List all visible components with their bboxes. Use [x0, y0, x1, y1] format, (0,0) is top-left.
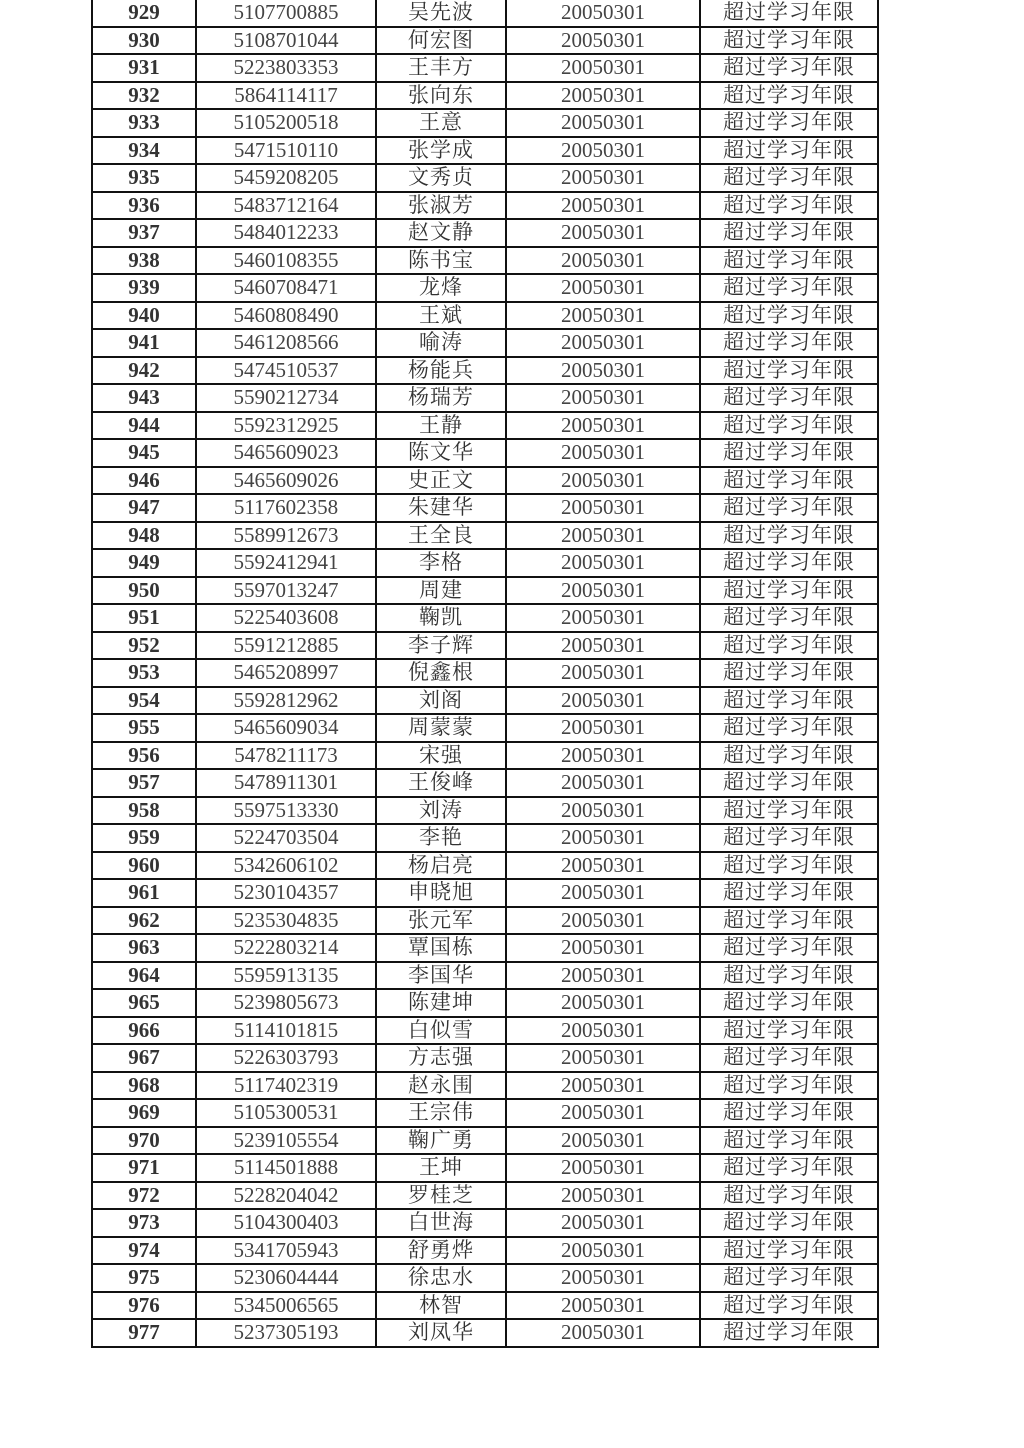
record-date-cell: 20050301	[506, 962, 700, 990]
record-date-cell: 20050301	[506, 989, 700, 1017]
student-name-cell: 龙烽	[376, 274, 506, 302]
reason-cell: 超过学习年限	[700, 412, 878, 440]
record-date-cell: 20050301	[506, 742, 700, 770]
reason-cell: 超过学习年限	[700, 1044, 878, 1072]
row-number-cell: 932	[92, 82, 196, 110]
reason-cell: 超过学习年限	[700, 934, 878, 962]
table-row	[92, 439, 878, 467]
record-date-cell: 20050301	[506, 659, 700, 687]
student-name-cell: 赵文静	[376, 219, 506, 247]
table-row	[92, 357, 878, 385]
student-name-cell: 倪鑫根	[376, 659, 506, 687]
student-name-cell: 李子辉	[376, 632, 506, 660]
reason-cell: 超过学习年限	[700, 1319, 878, 1347]
roster-body	[92, 0, 878, 1347]
reason-cell: 超过学习年限	[700, 384, 878, 412]
student-id-cell: 5597013247	[196, 577, 376, 605]
row-number-cell: 942	[92, 357, 196, 385]
student-id-cell: 5465609034	[196, 714, 376, 742]
record-date-cell: 20050301	[506, 109, 700, 137]
row-number-cell: 938	[92, 247, 196, 275]
student-id-cell: 5478911301	[196, 769, 376, 797]
student-id-cell: 5222803214	[196, 934, 376, 962]
student-name-cell: 覃国栋	[376, 934, 506, 962]
student-id-cell: 5592312925	[196, 412, 376, 440]
row-number-cell: 973	[92, 1209, 196, 1237]
record-date-cell: 20050301	[506, 1127, 700, 1155]
table-row	[92, 274, 878, 302]
table-row	[92, 1209, 878, 1237]
reason-cell: 超过学习年限	[700, 0, 878, 27]
student-name-cell: 宋强	[376, 742, 506, 770]
row-number-cell: 941	[92, 329, 196, 357]
student-id-cell: 5465609026	[196, 467, 376, 495]
table-row	[92, 632, 878, 660]
record-date-cell: 20050301	[506, 907, 700, 935]
student-id-cell: 5461208566	[196, 329, 376, 357]
row-number-cell: 967	[92, 1044, 196, 1072]
reason-cell: 超过学习年限	[700, 742, 878, 770]
reason-cell: 超过学习年限	[700, 1182, 878, 1210]
student-name-cell: 周蒙蒙	[376, 714, 506, 742]
row-number-cell: 949	[92, 549, 196, 577]
row-number-cell: 954	[92, 687, 196, 715]
table-row	[92, 824, 878, 852]
student-id-cell: 5478211173	[196, 742, 376, 770]
table-row	[92, 769, 878, 797]
student-id-cell: 5230604444	[196, 1264, 376, 1292]
student-id-cell: 5465609023	[196, 439, 376, 467]
student-id-cell: 5471510110	[196, 137, 376, 165]
student-id-cell: 5474510537	[196, 357, 376, 385]
student-name-cell: 陈文华	[376, 439, 506, 467]
student-id-cell: 5595913135	[196, 962, 376, 990]
table-row	[92, 1319, 878, 1347]
student-name-cell: 刘涛	[376, 797, 506, 825]
row-number-cell: 933	[92, 109, 196, 137]
table-row	[92, 137, 878, 165]
student-name-cell: 周建	[376, 577, 506, 605]
student-name-cell: 杨启亮	[376, 852, 506, 880]
reason-cell: 超过学习年限	[700, 82, 878, 110]
student-id-cell: 5592412941	[196, 549, 376, 577]
reason-cell: 超过学习年限	[700, 164, 878, 192]
table-row	[92, 219, 878, 247]
reason-cell: 超过学习年限	[700, 522, 878, 550]
record-date-cell: 20050301	[506, 439, 700, 467]
record-date-cell: 20050301	[506, 522, 700, 550]
reason-cell: 超过学习年限	[700, 769, 878, 797]
student-name-cell: 王意	[376, 109, 506, 137]
student-id-cell: 5465208997	[196, 659, 376, 687]
student-id-cell: 5864114117	[196, 82, 376, 110]
student-id-cell: 5342606102	[196, 852, 376, 880]
record-date-cell: 20050301	[506, 1072, 700, 1100]
student-name-cell: 林智	[376, 1292, 506, 1320]
student-name-cell: 王俊峰	[376, 769, 506, 797]
student-name-cell: 鞠凯	[376, 604, 506, 632]
table-row	[92, 494, 878, 522]
student-name-cell: 史正文	[376, 467, 506, 495]
table-row	[92, 467, 878, 495]
row-number-cell: 972	[92, 1182, 196, 1210]
record-date-cell: 20050301	[506, 494, 700, 522]
record-date-cell: 20050301	[506, 632, 700, 660]
reason-cell: 超过学习年限	[700, 247, 878, 275]
reason-cell: 超过学习年限	[700, 714, 878, 742]
reason-cell: 超过学习年限	[700, 109, 878, 137]
record-date-cell: 20050301	[506, 1264, 700, 1292]
student-name-cell: 李格	[376, 549, 506, 577]
table-row	[92, 412, 878, 440]
student-name-cell: 王静	[376, 412, 506, 440]
student-name-cell: 李艳	[376, 824, 506, 852]
record-date-cell: 20050301	[506, 27, 700, 55]
reason-cell: 超过学习年限	[700, 1209, 878, 1237]
record-date-cell: 20050301	[506, 577, 700, 605]
student-name-cell: 鞠广勇	[376, 1127, 506, 1155]
record-date-cell: 20050301	[506, 1319, 700, 1347]
row-number-cell: 959	[92, 824, 196, 852]
row-number-cell: 961	[92, 879, 196, 907]
student-id-cell: 5114101815	[196, 1017, 376, 1045]
record-date-cell: 20050301	[506, 1182, 700, 1210]
row-number-cell: 939	[92, 274, 196, 302]
row-number-cell: 974	[92, 1237, 196, 1265]
table-row	[92, 27, 878, 55]
reason-cell: 超过学习年限	[700, 879, 878, 907]
row-number-cell: 943	[92, 384, 196, 412]
reason-cell: 超过学习年限	[700, 907, 878, 935]
record-date-cell: 20050301	[506, 137, 700, 165]
student-name-cell: 王斌	[376, 302, 506, 330]
student-name-cell: 白似雪	[376, 1017, 506, 1045]
row-number-cell: 951	[92, 604, 196, 632]
student-name-cell: 何宏图	[376, 27, 506, 55]
record-date-cell: 20050301	[506, 247, 700, 275]
row-number-cell: 971	[92, 1154, 196, 1182]
record-date-cell: 20050301	[506, 302, 700, 330]
table-row	[92, 109, 878, 137]
row-number-cell: 945	[92, 439, 196, 467]
row-number-cell: 953	[92, 659, 196, 687]
record-date-cell: 20050301	[506, 797, 700, 825]
reason-cell: 超过学习年限	[700, 1154, 878, 1182]
student-id-cell: 5235304835	[196, 907, 376, 935]
record-date-cell: 20050301	[506, 357, 700, 385]
table-row	[92, 1072, 878, 1100]
student-name-cell: 舒勇烨	[376, 1237, 506, 1265]
student-id-cell: 5460808490	[196, 302, 376, 330]
student-id-cell: 5105200518	[196, 109, 376, 137]
student-name-cell: 吴先波	[376, 0, 506, 27]
table-row	[92, 659, 878, 687]
table-row	[92, 879, 878, 907]
table-row	[92, 1017, 878, 1045]
row-number-cell: 952	[92, 632, 196, 660]
reason-cell: 超过学习年限	[700, 1127, 878, 1155]
student-name-cell: 文秀贞	[376, 164, 506, 192]
table-row	[92, 687, 878, 715]
record-date-cell: 20050301	[506, 1044, 700, 1072]
student-name-cell: 喻涛	[376, 329, 506, 357]
table-row	[92, 577, 878, 605]
reason-cell: 超过学习年限	[700, 1099, 878, 1127]
reason-cell: 超过学习年限	[700, 797, 878, 825]
row-number-cell: 931	[92, 54, 196, 82]
reason-cell: 超过学习年限	[700, 1264, 878, 1292]
table-row	[92, 1182, 878, 1210]
row-number-cell: 958	[92, 797, 196, 825]
reason-cell: 超过学习年限	[700, 439, 878, 467]
record-date-cell: 20050301	[506, 192, 700, 220]
reason-cell: 超过学习年限	[700, 1237, 878, 1265]
record-date-cell: 20050301	[506, 384, 700, 412]
student-id-cell: 5230104357	[196, 879, 376, 907]
student-name-cell: 杨瑞芳	[376, 384, 506, 412]
record-date-cell: 20050301	[506, 604, 700, 632]
student-name-cell: 张元军	[376, 907, 506, 935]
table-row	[92, 714, 878, 742]
reason-cell: 超过学习年限	[700, 852, 878, 880]
table-row	[92, 1264, 878, 1292]
table-row	[92, 1099, 878, 1127]
student-id-cell: 5108701044	[196, 27, 376, 55]
record-date-cell: 20050301	[506, 1292, 700, 1320]
record-date-cell: 20050301	[506, 769, 700, 797]
table-row	[92, 54, 878, 82]
table-row	[92, 302, 878, 330]
table-row	[92, 164, 878, 192]
student-id-cell: 5484012233	[196, 219, 376, 247]
student-id-cell: 5460708471	[196, 274, 376, 302]
student-name-cell: 王丰方	[376, 54, 506, 82]
row-number-cell: 970	[92, 1127, 196, 1155]
reason-cell: 超过学习年限	[700, 302, 878, 330]
record-date-cell: 20050301	[506, 1017, 700, 1045]
table-row	[92, 384, 878, 412]
row-number-cell: 944	[92, 412, 196, 440]
student-name-cell: 王坤	[376, 1154, 506, 1182]
row-number-cell: 947	[92, 494, 196, 522]
row-number-cell: 936	[92, 192, 196, 220]
table-row	[92, 797, 878, 825]
row-number-cell: 964	[92, 962, 196, 990]
row-number-cell: 963	[92, 934, 196, 962]
record-date-cell: 20050301	[506, 549, 700, 577]
student-name-cell: 陈书宝	[376, 247, 506, 275]
record-date-cell: 20050301	[506, 687, 700, 715]
reason-cell: 超过学习年限	[700, 329, 878, 357]
student-id-cell: 5223803353	[196, 54, 376, 82]
student-id-cell: 5483712164	[196, 192, 376, 220]
reason-cell: 超过学习年限	[700, 659, 878, 687]
row-number-cell: 966	[92, 1017, 196, 1045]
student-id-cell: 5239805673	[196, 989, 376, 1017]
record-date-cell: 20050301	[506, 934, 700, 962]
reason-cell: 超过学习年限	[700, 687, 878, 715]
reason-cell: 超过学习年限	[700, 274, 878, 302]
student-id-cell: 5597513330	[196, 797, 376, 825]
table-row	[92, 0, 878, 27]
row-number-cell: 937	[92, 219, 196, 247]
row-number-cell: 934	[92, 137, 196, 165]
student-name-cell: 刘阁	[376, 687, 506, 715]
row-number-cell: 940	[92, 302, 196, 330]
student-id-cell: 5225403608	[196, 604, 376, 632]
record-date-cell: 20050301	[506, 164, 700, 192]
student-id-cell: 5226303793	[196, 1044, 376, 1072]
row-number-cell: 946	[92, 467, 196, 495]
table-row	[92, 522, 878, 550]
row-number-cell: 977	[92, 1319, 196, 1347]
reason-cell: 超过学习年限	[700, 137, 878, 165]
table-row	[92, 1292, 878, 1320]
record-date-cell: 20050301	[506, 54, 700, 82]
row-number-cell: 955	[92, 714, 196, 742]
student-name-cell: 张淑芳	[376, 192, 506, 220]
row-number-cell: 960	[92, 852, 196, 880]
record-date-cell: 20050301	[506, 82, 700, 110]
record-date-cell: 20050301	[506, 879, 700, 907]
student-name-cell: 王全良	[376, 522, 506, 550]
student-id-cell: 5345006565	[196, 1292, 376, 1320]
student-name-cell: 张学成	[376, 137, 506, 165]
row-number-cell: 969	[92, 1099, 196, 1127]
reason-cell: 超过学习年限	[700, 494, 878, 522]
table-row	[92, 192, 878, 220]
reason-cell: 超过学习年限	[700, 549, 878, 577]
table-row	[92, 1237, 878, 1265]
student-name-cell: 王宗伟	[376, 1099, 506, 1127]
student-name-cell: 申晓旭	[376, 879, 506, 907]
row-number-cell: 957	[92, 769, 196, 797]
student-id-cell: 5104300403	[196, 1209, 376, 1237]
record-date-cell: 20050301	[506, 1099, 700, 1127]
reason-cell: 超过学习年限	[700, 1292, 878, 1320]
student-name-cell: 白世海	[376, 1209, 506, 1237]
record-date-cell: 20050301	[506, 274, 700, 302]
record-date-cell: 20050301	[506, 852, 700, 880]
student-id-cell: 5459208205	[196, 164, 376, 192]
record-date-cell: 20050301	[506, 1209, 700, 1237]
roster-sheet	[91, 0, 873, 1348]
row-number-cell: 976	[92, 1292, 196, 1320]
table-row	[92, 742, 878, 770]
reason-cell: 超过学习年限	[700, 604, 878, 632]
student-name-cell: 罗桂芝	[376, 1182, 506, 1210]
row-number-cell: 948	[92, 522, 196, 550]
record-date-cell: 20050301	[506, 467, 700, 495]
reason-cell: 超过学习年限	[700, 577, 878, 605]
student-id-cell: 5592812962	[196, 687, 376, 715]
student-name-cell: 张向东	[376, 82, 506, 110]
table-row	[92, 247, 878, 275]
table-row	[92, 907, 878, 935]
student-name-cell: 陈建坤	[376, 989, 506, 1017]
student-id-cell: 5237305193	[196, 1319, 376, 1347]
table-row	[92, 852, 878, 880]
reason-cell: 超过学习年限	[700, 54, 878, 82]
table-row	[92, 1154, 878, 1182]
record-date-cell: 20050301	[506, 824, 700, 852]
table-row	[92, 934, 878, 962]
student-id-cell: 5590212734	[196, 384, 376, 412]
student-id-cell: 5114501888	[196, 1154, 376, 1182]
row-number-cell: 975	[92, 1264, 196, 1292]
row-number-cell: 935	[92, 164, 196, 192]
roster-table	[91, 0, 879, 1348]
student-id-cell: 5117402319	[196, 1072, 376, 1100]
reason-cell: 超过学习年限	[700, 1017, 878, 1045]
student-name-cell: 李国华	[376, 962, 506, 990]
table-row	[92, 1127, 878, 1155]
record-date-cell: 20050301	[506, 714, 700, 742]
student-name-cell: 杨能兵	[376, 357, 506, 385]
student-id-cell: 5107700885	[196, 0, 376, 27]
student-id-cell: 5105300531	[196, 1099, 376, 1127]
reason-cell: 超过学习年限	[700, 632, 878, 660]
student-name-cell: 刘凤华	[376, 1319, 506, 1347]
student-name-cell: 方志强	[376, 1044, 506, 1072]
student-name-cell: 赵永围	[376, 1072, 506, 1100]
record-date-cell: 20050301	[506, 0, 700, 27]
student-id-cell: 5591212885	[196, 632, 376, 660]
record-date-cell: 20050301	[506, 219, 700, 247]
table-row	[92, 604, 878, 632]
student-id-cell: 5117602358	[196, 494, 376, 522]
record-date-cell: 20050301	[506, 412, 700, 440]
reason-cell: 超过学习年限	[700, 962, 878, 990]
row-number-cell: 930	[92, 27, 196, 55]
student-name-cell: 朱建华	[376, 494, 506, 522]
student-id-cell: 5228204042	[196, 1182, 376, 1210]
table-row	[92, 989, 878, 1017]
reason-cell: 超过学习年限	[700, 192, 878, 220]
row-number-cell: 956	[92, 742, 196, 770]
student-id-cell: 5239105554	[196, 1127, 376, 1155]
record-date-cell: 20050301	[506, 329, 700, 357]
table-row	[92, 1044, 878, 1072]
student-id-cell: 5460108355	[196, 247, 376, 275]
reason-cell: 超过学习年限	[700, 27, 878, 55]
table-row	[92, 329, 878, 357]
student-id-cell: 5224703504	[196, 824, 376, 852]
record-date-cell: 20050301	[506, 1154, 700, 1182]
reason-cell: 超过学习年限	[700, 219, 878, 247]
student-id-cell: 5589912673	[196, 522, 376, 550]
row-number-cell: 962	[92, 907, 196, 935]
reason-cell: 超过学习年限	[700, 824, 878, 852]
table-row	[92, 549, 878, 577]
reason-cell: 超过学习年限	[700, 989, 878, 1017]
row-number-cell: 950	[92, 577, 196, 605]
student-id-cell: 5341705943	[196, 1237, 376, 1265]
student-name-cell: 徐忠水	[376, 1264, 506, 1292]
reason-cell: 超过学习年限	[700, 467, 878, 495]
record-date-cell: 20050301	[506, 1237, 700, 1265]
row-number-cell: 965	[92, 989, 196, 1017]
reason-cell: 超过学习年限	[700, 1072, 878, 1100]
row-number-cell: 968	[92, 1072, 196, 1100]
row-number-cell: 929	[92, 0, 196, 27]
table-row	[92, 82, 878, 110]
reason-cell: 超过学习年限	[700, 357, 878, 385]
table-row	[92, 962, 878, 990]
